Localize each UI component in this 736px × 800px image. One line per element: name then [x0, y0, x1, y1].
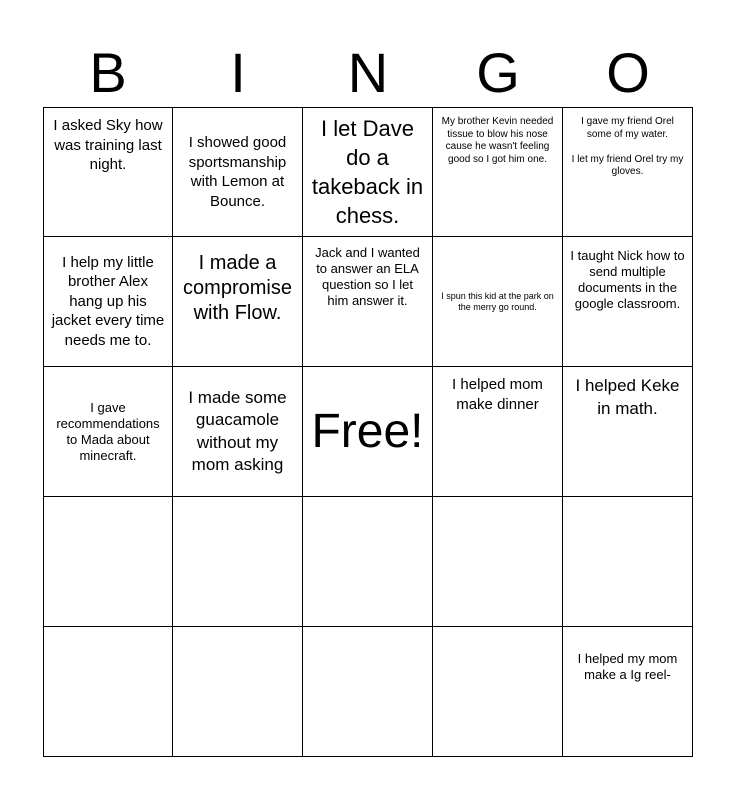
- header-letter-g: G: [476, 41, 520, 104]
- bingo-cell: [43, 627, 173, 757]
- header-letter-i: I: [230, 41, 246, 104]
- bingo-cell: I help my little brother Alex hang up his jacket every time needs me to.: [43, 237, 173, 367]
- bingo-cell: I made some guacamole without my mom asking: [173, 367, 303, 497]
- bingo-cell: I made a compromise with Flow.: [173, 237, 303, 367]
- header-letter-b: B: [89, 41, 127, 104]
- header-letter-n: N: [347, 41, 389, 104]
- bingo-cell: [173, 497, 303, 627]
- bingo-cell: [43, 497, 173, 627]
- bingo-cell: I helped Keke in math.: [563, 367, 693, 497]
- bingo-cell: I helped mom make dinner: [433, 367, 563, 497]
- free-space: Free!: [303, 367, 433, 497]
- bingo-header: [43, 40, 693, 106]
- bingo-cell: [173, 627, 303, 757]
- header-letter-o: O: [606, 41, 650, 104]
- bingo-cell: Jack and I wanted to answer an ELA question so I let him answer it.: [303, 237, 433, 367]
- bingo-cell: I taught Nick how to send multiple documents in the google classroom.: [563, 237, 693, 367]
- bingo-cell: [563, 497, 693, 627]
- bingo-cell: I asked Sky how was training last night.: [43, 107, 173, 237]
- bingo-cell: [303, 627, 433, 757]
- bingo-cell: I gave my friend Orel some of my water. I let my friend Orel try my gloves.: [563, 107, 693, 237]
- bingo-cell: [303, 497, 433, 627]
- bingo-grid: [43, 107, 693, 757]
- bingo-cell: I gave recommendations to Mada about minecraft.: [43, 367, 173, 497]
- bingo-cell: My brother Kevin needed tissue to blow his nose cause he wasn't feeling good so I got him one.: [433, 107, 563, 237]
- bingo-cell: I helped my mom make a Ig reel-: [563, 627, 693, 757]
- bingo-cell: [433, 627, 563, 757]
- bingo-cell: I let Dave do a takeback in chess.: [303, 107, 433, 237]
- bingo-cell: I spun this kid at the park on the merry go round.: [433, 237, 563, 367]
- bingo-cell: [433, 497, 563, 627]
- bingo-cell: I showed good sportsmanship with Lemon at Bounce.: [173, 107, 303, 237]
